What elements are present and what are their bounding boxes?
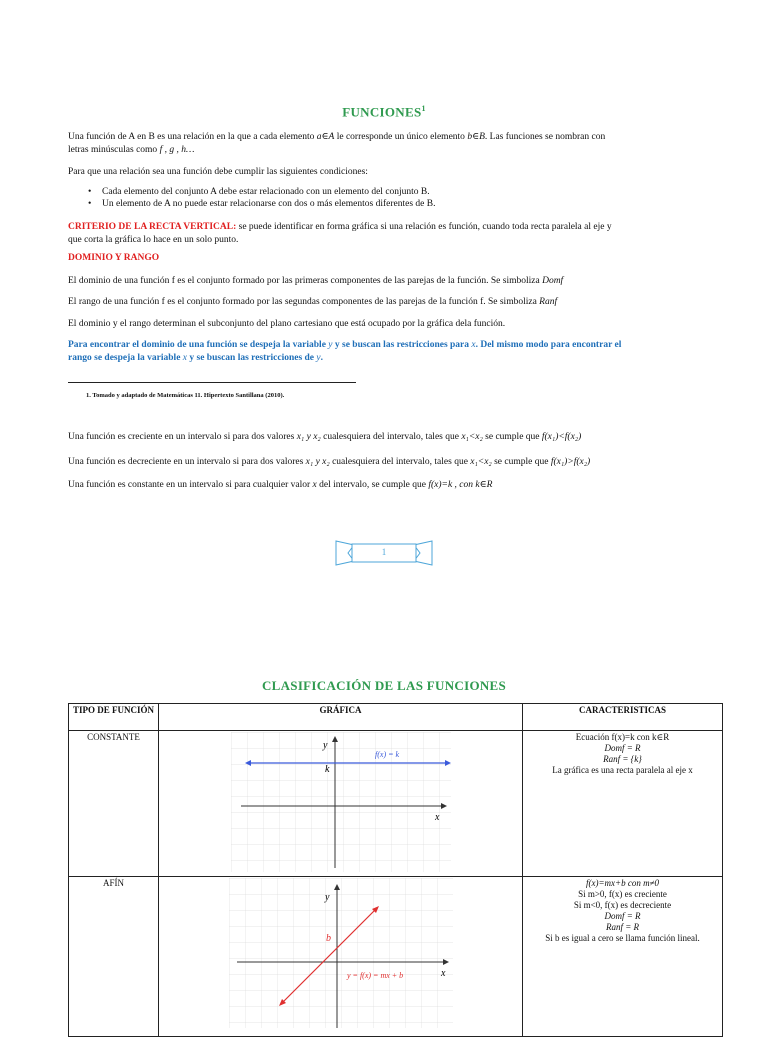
x-label: x bbox=[435, 812, 440, 823]
conditions-list bbox=[84, 186, 704, 210]
constant-graph bbox=[231, 732, 451, 872]
x-label: x bbox=[441, 968, 446, 979]
table-header-row bbox=[69, 704, 723, 731]
range-paragraph: El rango de una función f es el conjunto formado por las segundas componentes de las parejas de la función f. Se simboliza Ranf bbox=[68, 297, 558, 307]
domain-range-heading: DOMINIO Y RANGO bbox=[68, 253, 160, 263]
intro-paragraph: Una función de A en B es una relación en la que a cada elemento a∈A le corresponde un único elemento b∈B. Las funciones se nombran con letras minúsculas como f , g , h… bbox=[68, 132, 606, 155]
b-label: b bbox=[326, 933, 331, 944]
decreasing-definition: Una función es decreciente en un intervalo si para dos valores x₁ y x₂ cualesquiera del intervalo, tales que x₁<x₂ se cumple que f(x₁)>f(x₂) bbox=[68, 457, 591, 467]
list-item: • Un elemento de A no puede estar relacionarse con dos o más elementos diferentes de B. bbox=[84, 198, 704, 210]
page-number: 1 bbox=[381, 547, 387, 557]
header-graph: GRÁFICA bbox=[159, 704, 523, 731]
graph-cell-affine bbox=[159, 877, 523, 1037]
char-line: Ranf = {k} bbox=[603, 754, 642, 764]
header-characteristics: CARACTERISTICAS bbox=[523, 704, 723, 731]
constant-definition: Una función es constante en un intervalo si para cualquier valor x del intervalo, se cumple que f(x)=k , con k∈R bbox=[68, 480, 493, 490]
char-line: Domf = R bbox=[604, 911, 641, 921]
domain-range-method: Para encontrar el dominio de una función se despeja la variable y y se buscan las restricciones para x. Del mismo modo para encontrar el rango se despeja la variable x y se buscan las restricciones de y. bbox=[68, 340, 622, 363]
type-constant: CONSTANTE bbox=[69, 731, 159, 877]
y-label: y bbox=[325, 892, 330, 903]
char-line: Si m>0, f(x) es creciente bbox=[578, 889, 667, 899]
k-label: k bbox=[325, 764, 330, 775]
affine-graph bbox=[229, 878, 453, 1028]
footnote: 1. Tomado y adaptado de Matemáticas 11. Hipertexto Santillana (2010). bbox=[86, 392, 285, 399]
classification-table bbox=[68, 703, 723, 1037]
domain-paragraph: El dominio de una función f es el conjunto formado por las primeras componentes de las parejas de la función. Se simboliza Domf bbox=[68, 276, 564, 286]
increasing-definition: Una función es creciente en un intervalo si para dos valores x₁ y x₂ cualesquiera del intervalo, tales que x₁<x₂ se cumple que f(x₁)<f(x₂) bbox=[68, 432, 582, 442]
char-line: Ranf = R bbox=[605, 922, 640, 932]
header-type: TIPO DE FUNCIÓN bbox=[69, 704, 159, 731]
char-line: Ecuación f(x)=k con k∈R bbox=[575, 732, 670, 742]
type-affine: AFÍN bbox=[69, 877, 159, 1037]
conditions-intro: Para que una relación sea una función debe cumplir las siguientes condiciones: bbox=[68, 167, 368, 177]
vertical-line-criterion: CRITERIO DE LA RECTA VERTICAL: se puede identificar en forma gráfica si una relación es función, cuando toda recta paralela al eje y que corta la gráfica lo hace en un solo punto. bbox=[68, 222, 612, 245]
char-line: f(x)=mx+b con m≠0 bbox=[585, 878, 660, 888]
char-line: Domf = R bbox=[604, 743, 641, 753]
graph-cell-constant bbox=[159, 731, 523, 877]
footnote-divider bbox=[68, 382, 356, 383]
classification-title: CLASIFICACIÓN DE LAS FUNCIONES bbox=[261, 678, 507, 693]
chars-affine bbox=[523, 877, 723, 1037]
table-row bbox=[69, 731, 723, 877]
char-line: Si m<0, f(x) es decreciente bbox=[573, 900, 672, 910]
function-label: y = f(x) = mx + b bbox=[347, 971, 404, 980]
char-line: Si b es igual a cero se llama función lineal. bbox=[545, 933, 700, 943]
page-number-banner bbox=[334, 537, 434, 569]
chars-constant bbox=[523, 731, 723, 877]
subset-paragraph: El dominio y el rango determinan el subconjunto del plano cartesiano que está ocupado por la gráfica dela función. bbox=[68, 319, 506, 329]
char-line: La gráfica es una recta paralela al eje x bbox=[552, 765, 693, 775]
list-item: • Cada elemento del conjunto A debe estar relacionado con un elemento del conjunto B. bbox=[84, 186, 704, 198]
page-title: FUNCIONES$^1$ bbox=[342, 104, 426, 120]
y-label: y bbox=[323, 740, 328, 751]
function-label: f(x) = k bbox=[375, 750, 400, 759]
table-row bbox=[69, 877, 723, 1037]
